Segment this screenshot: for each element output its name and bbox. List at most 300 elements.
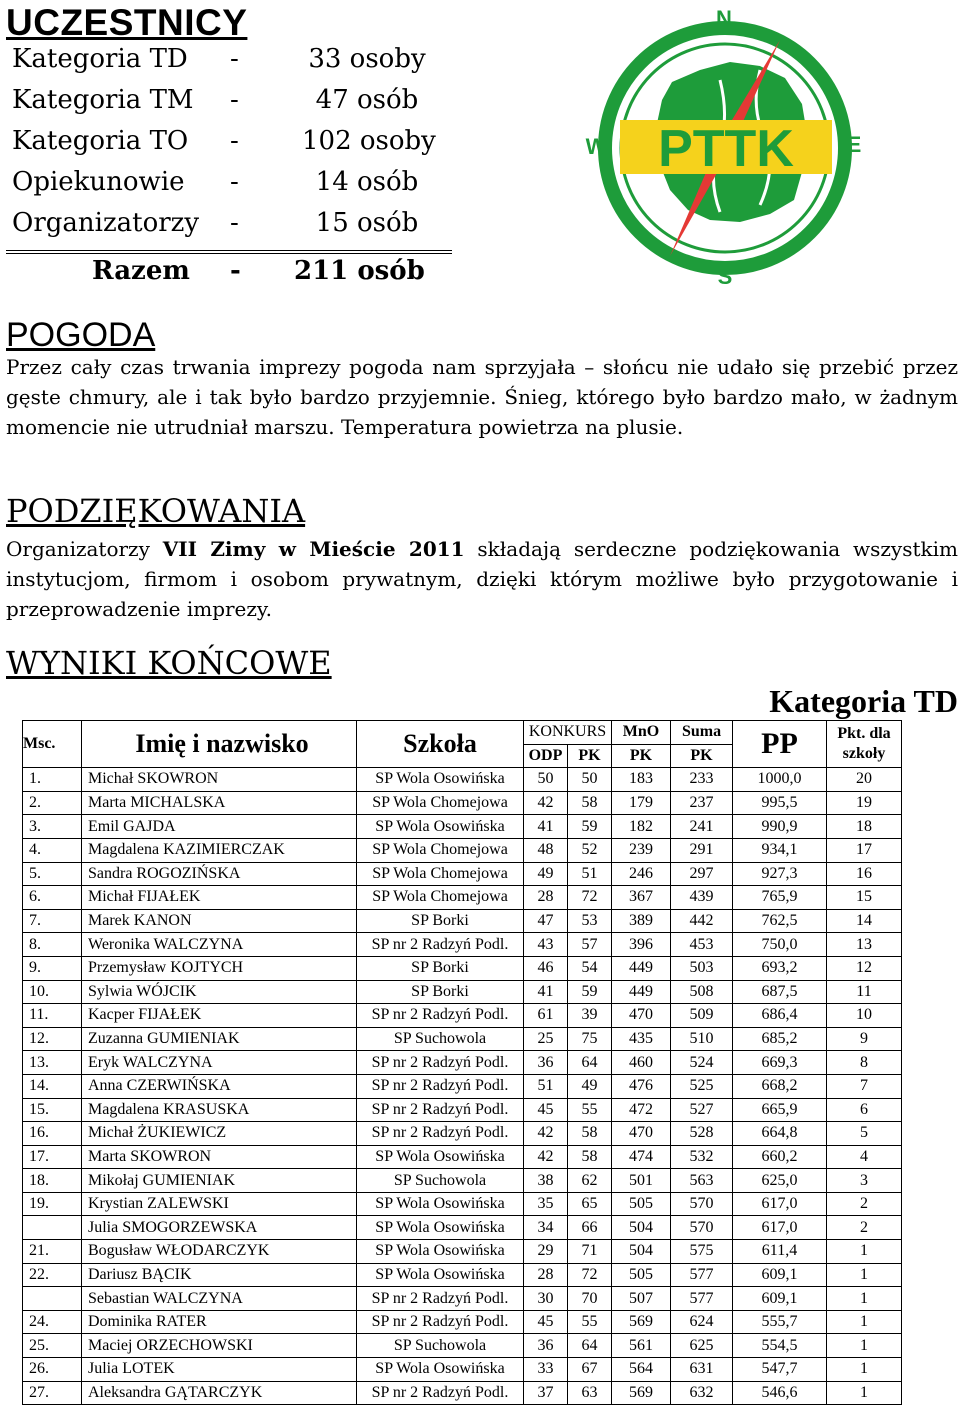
table-row	[23, 909, 902, 933]
cell-pp: 669,3	[733, 1051, 827, 1075]
cell-school-points: 1	[827, 1263, 902, 1287]
cell-name: Julia SMOGORZEWSKA	[82, 1216, 357, 1240]
table-row	[23, 1145, 902, 1169]
cell-pk-mno: 246	[612, 862, 671, 886]
table-row	[23, 1098, 902, 1122]
cell-school-points: 2	[827, 1192, 902, 1216]
cell-pk-suma: 632	[671, 1381, 733, 1405]
cell-name: Sylwia WÓJCIK	[82, 980, 357, 1004]
cell-pk-suma: 237	[671, 791, 733, 815]
table-row	[23, 1263, 902, 1287]
cell-school-points: 1	[827, 1381, 902, 1405]
cell-pk-mno: 564	[612, 1358, 671, 1382]
cell-odp: 36	[524, 1051, 568, 1075]
header-mno: MnO	[612, 721, 671, 745]
cell-school: SP nr 2 Radzyń Podl.	[357, 1310, 524, 1334]
cell-school: SP Borki	[357, 909, 524, 933]
cell-name: Kacper FIJAŁEK	[82, 1004, 357, 1028]
cell-school-points: 5	[827, 1122, 902, 1146]
cell-name: Marta MICHALSKA	[82, 791, 357, 815]
cell-name: Bogusław WŁODARCZYK	[82, 1240, 357, 1264]
cell-rank: 25.	[23, 1334, 82, 1358]
cell-pk-suma: 291	[671, 838, 733, 862]
cell-pk-konkurs: 70	[568, 1287, 612, 1311]
cell-pk-suma: 631	[671, 1358, 733, 1382]
table-row	[23, 886, 902, 910]
cell-pk-konkurs: 66	[568, 1216, 612, 1240]
cell-name: Weronika WALCZYNA	[82, 933, 357, 957]
cell-name: Sebastian WALCZYNA	[82, 1287, 357, 1311]
cell-pk-konkurs: 58	[568, 791, 612, 815]
cell-pp: 609,1	[733, 1263, 827, 1287]
cell-pp: 750,0	[733, 933, 827, 957]
cell-pk-suma: 241	[671, 815, 733, 839]
cell-pp: 927,3	[733, 862, 827, 886]
participant-row	[12, 126, 452, 166]
cell-pk-suma: 527	[671, 1098, 733, 1122]
cell-pk-konkurs: 53	[568, 909, 612, 933]
cell-school-points: 11	[827, 980, 902, 1004]
cell-pp: 765,9	[733, 886, 827, 910]
cell-odp: 42	[524, 1145, 568, 1169]
cell-odp: 61	[524, 1004, 568, 1028]
cell-school: SP nr 2 Radzyń Podl.	[357, 1004, 524, 1028]
cell-school: SP Wola Chomejowa	[357, 838, 524, 862]
cell-school-points: 1	[827, 1334, 902, 1358]
cell-pk-suma: 624	[671, 1310, 733, 1334]
cell-odp: 37	[524, 1381, 568, 1405]
table-row	[23, 768, 902, 792]
cell-pk-konkurs: 72	[568, 886, 612, 910]
cell-odp: 47	[524, 909, 568, 933]
cell-rank: 14.	[23, 1074, 82, 1098]
cell-pk-konkurs: 59	[568, 980, 612, 1004]
cell-school: SP Wola Chomejowa	[357, 886, 524, 910]
participant-dash: -	[230, 44, 239, 74]
cell-pk-konkurs: 63	[568, 1381, 612, 1405]
cell-pp: 668,2	[733, 1074, 827, 1098]
participant-count: 14 osób	[315, 167, 419, 197]
cell-pp: 547,7	[733, 1358, 827, 1382]
participant-dash: -	[230, 208, 239, 238]
table-row	[23, 1192, 902, 1216]
cell-pp: 664,8	[733, 1122, 827, 1146]
cell-pk-mno: 504	[612, 1216, 671, 1240]
cell-rank	[23, 1287, 82, 1311]
cell-odp: 42	[524, 791, 568, 815]
cell-school-points: 16	[827, 862, 902, 886]
cell-pk-mno: 504	[612, 1240, 671, 1264]
participants-total	[12, 256, 452, 296]
thanks-text	[6, 534, 958, 624]
results-table	[22, 720, 902, 1405]
total-count: 211 osób	[294, 256, 425, 286]
cell-pp: 546,6	[733, 1381, 827, 1405]
cell-pk-konkurs: 52	[568, 838, 612, 862]
participant-label: Kategoria TD	[12, 44, 188, 74]
cell-school: SP nr 2 Radzyń Podl.	[357, 1074, 524, 1098]
cell-rank: 11.	[23, 1004, 82, 1028]
cell-pp: 617,0	[733, 1216, 827, 1240]
cell-school: SP Wola Osowińska	[357, 1358, 524, 1382]
participant-row	[12, 208, 452, 248]
cell-pp: 660,2	[733, 1145, 827, 1169]
cell-odp: 33	[524, 1358, 568, 1382]
cell-pk-suma: 570	[671, 1192, 733, 1216]
header-pk-konkurs: PK	[568, 744, 612, 768]
cell-pk-konkurs: 39	[568, 1004, 612, 1028]
cell-rank	[23, 1216, 82, 1240]
cell-odp: 45	[524, 1310, 568, 1334]
cell-rank: 5.	[23, 862, 82, 886]
cell-rank: 13.	[23, 1051, 82, 1075]
header-school: Szkoła	[357, 721, 524, 768]
cell-rank: 16.	[23, 1122, 82, 1146]
cell-name: Julia LOTEK	[82, 1358, 357, 1382]
cell-pk-konkurs: 64	[568, 1051, 612, 1075]
cell-rank: 1.	[23, 768, 82, 792]
participant-label: Opiekunowie	[12, 167, 185, 197]
cell-name: Michał FIJAŁEK	[82, 886, 357, 910]
cell-rank: 27.	[23, 1381, 82, 1405]
cell-pk-mno: 182	[612, 815, 671, 839]
cell-pk-konkurs: 55	[568, 1098, 612, 1122]
header-suma: Suma	[671, 721, 733, 745]
cell-pk-mno: 470	[612, 1122, 671, 1146]
pttk-logo	[580, 0, 870, 292]
cell-name: Sandra ROGOZIŃSKA	[82, 862, 357, 886]
results-body	[23, 768, 902, 1405]
cell-pk-mno: 367	[612, 886, 671, 910]
table-row	[23, 1287, 902, 1311]
cell-school: SP Suchowola	[357, 1027, 524, 1051]
cell-pk-konkurs: 54	[568, 956, 612, 980]
category-title: Kategoria TD	[769, 683, 958, 719]
cell-pk-konkurs: 58	[568, 1145, 612, 1169]
participant-row	[12, 167, 452, 207]
table-row	[23, 1051, 902, 1075]
cell-pk-suma: 625	[671, 1334, 733, 1358]
cell-pk-suma: 233	[671, 768, 733, 792]
cell-school: SP nr 2 Radzyń Podl.	[357, 1287, 524, 1311]
cell-odp: 36	[524, 1334, 568, 1358]
cell-name: Michał ŻUKIEWICZ	[82, 1122, 357, 1146]
cell-school: SP nr 2 Radzyń Podl.	[357, 1381, 524, 1405]
cell-school: SP Borki	[357, 956, 524, 980]
cell-pk-mno: 389	[612, 909, 671, 933]
cell-pk-konkurs: 58	[568, 1122, 612, 1146]
cell-pk-suma: 577	[671, 1287, 733, 1311]
cell-rank: 18.	[23, 1169, 82, 1193]
compass-east: E	[846, 132, 862, 157]
participant-row	[12, 85, 452, 125]
event-name: VII Zimy w Mieście 2011	[162, 537, 465, 561]
cell-odp: 43	[524, 933, 568, 957]
participant-count: 15 osób	[315, 208, 419, 238]
cell-pk-mno: 505	[612, 1263, 671, 1287]
cell-rank: 2.	[23, 791, 82, 815]
cell-pp: 555,7	[733, 1310, 827, 1334]
cell-pk-mno: 561	[612, 1334, 671, 1358]
cell-pk-konkurs: 71	[568, 1240, 612, 1264]
cell-school-points: 19	[827, 791, 902, 815]
cell-odp: 34	[524, 1216, 568, 1240]
cell-school: SP Wola Chomejowa	[357, 862, 524, 886]
cell-odp: 30	[524, 1287, 568, 1311]
cell-pk-konkurs: 50	[568, 768, 612, 792]
cell-pk-konkurs: 51	[568, 862, 612, 886]
cell-pk-suma: 509	[671, 1004, 733, 1028]
cell-pk-mno: 472	[612, 1098, 671, 1122]
cell-pk-suma: 525	[671, 1074, 733, 1098]
cell-odp: 51	[524, 1074, 568, 1098]
cell-odp: 35	[524, 1192, 568, 1216]
weather-title: POGODA	[6, 316, 156, 354]
table-row	[23, 838, 902, 862]
participant-dash: -	[230, 85, 239, 115]
total-label: Razem	[92, 256, 190, 286]
cell-name: Maciej ORZECHOWSKI	[82, 1334, 357, 1358]
header-pp: PP	[733, 721, 827, 768]
cell-odp: 46	[524, 956, 568, 980]
cell-pp: 1000,0	[733, 768, 827, 792]
cell-pk-mno: 474	[612, 1145, 671, 1169]
cell-pp: 609,1	[733, 1287, 827, 1311]
cell-odp: 41	[524, 815, 568, 839]
cell-rank: 9.	[23, 956, 82, 980]
cell-school: SP nr 2 Radzyń Podl.	[357, 1098, 524, 1122]
cell-pk-mno: 569	[612, 1381, 671, 1405]
cell-pk-mno: 449	[612, 956, 671, 980]
participant-label: Kategoria TO	[12, 126, 189, 156]
weather-text: Przez cały czas trwania imprezy pogoda nam sprzyjała – słońcu nie udało się przebić przez gęste chmury, ale i tak było bardzo przyjemnie. Śnieg, którego było bardzo mało, w żadnym momencie nie utrudniał marszu. Temperatura powietrza na plusie.	[6, 355, 958, 439]
cell-pk-suma: 570	[671, 1216, 733, 1240]
table-row	[23, 1004, 902, 1028]
cell-school: SP nr 2 Radzyń Podl.	[357, 1051, 524, 1075]
cell-rank: 7.	[23, 909, 82, 933]
participants-title: UCZESTNICY	[6, 2, 248, 43]
table-row	[23, 980, 902, 1004]
table-row	[23, 1334, 902, 1358]
cell-pk-mno: 470	[612, 1004, 671, 1028]
cell-odp: 48	[524, 838, 568, 862]
cell-pk-mno: 505	[612, 1192, 671, 1216]
cell-pk-konkurs: 55	[568, 1310, 612, 1334]
cell-pk-mno: 569	[612, 1310, 671, 1334]
cell-odp: 45	[524, 1098, 568, 1122]
cell-pp: 685,2	[733, 1027, 827, 1051]
cell-school-points: 4	[827, 1145, 902, 1169]
cell-odp: 28	[524, 886, 568, 910]
participant-dash: -	[230, 126, 239, 156]
cell-pk-suma: 508	[671, 980, 733, 1004]
cell-rank: 6.	[23, 886, 82, 910]
cell-odp: 28	[524, 1263, 568, 1287]
thanks-title: PODZIĘKOWANIA	[6, 492, 306, 530]
cell-pp: 762,5	[733, 909, 827, 933]
table-row	[23, 1240, 902, 1264]
cell-pk-mno: 435	[612, 1027, 671, 1051]
compass-west: W	[585, 134, 607, 159]
table-row	[23, 862, 902, 886]
cell-school-points: 6	[827, 1098, 902, 1122]
table-row	[23, 815, 902, 839]
cell-pk-mno: 460	[612, 1051, 671, 1075]
cell-odp: 50	[524, 768, 568, 792]
cell-pk-suma: 297	[671, 862, 733, 886]
cell-school: SP Wola Osowińska	[357, 768, 524, 792]
cell-school-points: 14	[827, 909, 902, 933]
cell-school-points: 18	[827, 815, 902, 839]
cell-pp: 990,9	[733, 815, 827, 839]
cell-pk-mno: 183	[612, 768, 671, 792]
cell-pp: 554,5	[733, 1334, 827, 1358]
header-pk-suma: PK	[671, 744, 733, 768]
cell-rank: 22.	[23, 1263, 82, 1287]
results-title: WYNIKI KOŃCOWE	[6, 644, 332, 682]
cell-school-points: 12	[827, 956, 902, 980]
cell-school-points: 13	[827, 933, 902, 957]
cell-name: Magdalena KAZIMIERCZAK	[82, 838, 357, 862]
cell-rank: 12.	[23, 1027, 82, 1051]
participant-dash: -	[230, 167, 239, 197]
cell-name: Krystian ZALEWSKI	[82, 1192, 357, 1216]
cell-school-points: 17	[827, 838, 902, 862]
cell-name: Eryk WALCZYNA	[82, 1051, 357, 1075]
cell-odp: 38	[524, 1169, 568, 1193]
cell-pk-mno: 449	[612, 980, 671, 1004]
cell-pk-suma: 524	[671, 1051, 733, 1075]
cell-pp: 625,0	[733, 1169, 827, 1193]
compass-south: S	[717, 264, 733, 289]
cell-pp: 665,9	[733, 1098, 827, 1122]
cell-name: Dominika RATER	[82, 1310, 357, 1334]
cell-name: Aleksandra GĄTARCZYK	[82, 1381, 357, 1405]
cell-pk-suma: 439	[671, 886, 733, 910]
cell-pk-konkurs: 59	[568, 815, 612, 839]
cell-school-points: 20	[827, 768, 902, 792]
header-pkt: Pkt. dla szkoły	[827, 721, 902, 768]
table-row	[23, 1027, 902, 1051]
cell-pp: 617,0	[733, 1192, 827, 1216]
cell-rank: 4.	[23, 838, 82, 862]
table-row	[23, 791, 902, 815]
cell-pp: 687,5	[733, 980, 827, 1004]
cell-school-points: 7	[827, 1074, 902, 1098]
participant-count: 33 osoby	[308, 44, 426, 74]
cell-pp: 686,4	[733, 1004, 827, 1028]
cell-school-points: 10	[827, 1004, 902, 1028]
cell-pp: 995,5	[733, 791, 827, 815]
table-row	[23, 1216, 902, 1240]
cell-pk-mno: 501	[612, 1169, 671, 1193]
cell-pk-suma: 503	[671, 956, 733, 980]
cell-name: Zuzanna GUMIENIAK	[82, 1027, 357, 1051]
table-row	[23, 1381, 902, 1405]
cell-school: SP Wola Osowińska	[357, 1145, 524, 1169]
table-row	[23, 1310, 902, 1334]
cell-name: Magdalena KRASUSKA	[82, 1098, 357, 1122]
cell-rank: 17.	[23, 1145, 82, 1169]
compass-north: N	[716, 6, 732, 31]
cell-odp: 49	[524, 862, 568, 886]
cell-pk-mno: 396	[612, 933, 671, 957]
table-row	[23, 933, 902, 957]
cell-rank: 24.	[23, 1310, 82, 1334]
cell-pp: 611,4	[733, 1240, 827, 1264]
cell-rank: 19.	[23, 1192, 82, 1216]
cell-school: SP Wola Osowińska	[357, 815, 524, 839]
cell-rank: 10.	[23, 980, 82, 1004]
table-row	[23, 1169, 902, 1193]
cell-school-points: 1	[827, 1287, 902, 1311]
cell-pp: 693,2	[733, 956, 827, 980]
cell-pk-suma: 510	[671, 1027, 733, 1051]
thanks-text-after: składają serdeczne podziękowania wszystkim instytucjom, firmom i osobom prywatnym, dzięki którym możliwe było przygotowanie i przeprowadzenie imprezy.	[6, 537, 958, 621]
cell-school: SP Suchowola	[357, 1169, 524, 1193]
cell-school: SP nr 2 Radzyń Podl.	[357, 1122, 524, 1146]
table-row	[23, 1074, 902, 1098]
cell-school-points: 9	[827, 1027, 902, 1051]
participant-row	[12, 44, 452, 84]
cell-pk-mno: 239	[612, 838, 671, 862]
cell-pk-mno: 476	[612, 1074, 671, 1098]
cell-pk-suma: 528	[671, 1122, 733, 1146]
cell-school: SP Wola Osowińska	[357, 1240, 524, 1264]
cell-school-points: 1	[827, 1240, 902, 1264]
cell-school: SP Wola Osowińska	[357, 1263, 524, 1287]
cell-name: Marta SKOWRON	[82, 1145, 357, 1169]
cell-pk-suma: 575	[671, 1240, 733, 1264]
participant-count: 47 osób	[315, 85, 419, 115]
cell-pk-konkurs: 72	[568, 1263, 612, 1287]
participant-count: 102 osoby	[302, 126, 436, 156]
cell-name: Michał SKOWRON	[82, 768, 357, 792]
cell-pk-mno: 507	[612, 1287, 671, 1311]
cell-name: Mikołaj GUMIENIAK	[82, 1169, 357, 1193]
cell-name: Marek KANON	[82, 909, 357, 933]
cell-school: SP nr 2 Radzyń Podl.	[357, 933, 524, 957]
total-dash: -	[230, 256, 241, 286]
cell-name: Przemysław KOJTYCH	[82, 956, 357, 980]
cell-school: SP Wola Osowińska	[357, 1216, 524, 1240]
logo-text: PTTK	[658, 120, 794, 178]
divider	[6, 253, 452, 254]
cell-pk-konkurs: 67	[568, 1358, 612, 1382]
cell-school: SP Suchowola	[357, 1334, 524, 1358]
thanks-text-before: Organizatorzy	[6, 537, 163, 561]
cell-pk-suma: 453	[671, 933, 733, 957]
cell-rank: 3.	[23, 815, 82, 839]
header-msc: Msc.	[23, 721, 82, 768]
cell-pk-konkurs: 49	[568, 1074, 612, 1098]
cell-pk-suma: 577	[671, 1263, 733, 1287]
cell-school: SP Wola Chomejowa	[357, 791, 524, 815]
cell-school-points: 3	[827, 1169, 902, 1193]
cell-pk-suma: 532	[671, 1145, 733, 1169]
cell-name: Anna CZERWIŃSKA	[82, 1074, 357, 1098]
divider	[6, 250, 452, 251]
cell-school: SP Borki	[357, 980, 524, 1004]
cell-pk-konkurs: 57	[568, 933, 612, 957]
cell-odp: 29	[524, 1240, 568, 1264]
cell-odp: 41	[524, 980, 568, 1004]
cell-rank: 26.	[23, 1358, 82, 1382]
header-odp: ODP	[524, 744, 568, 768]
participant-label: Kategoria TM	[12, 85, 194, 115]
cell-school: SP Wola Osowińska	[357, 1192, 524, 1216]
table-row	[23, 1358, 902, 1382]
